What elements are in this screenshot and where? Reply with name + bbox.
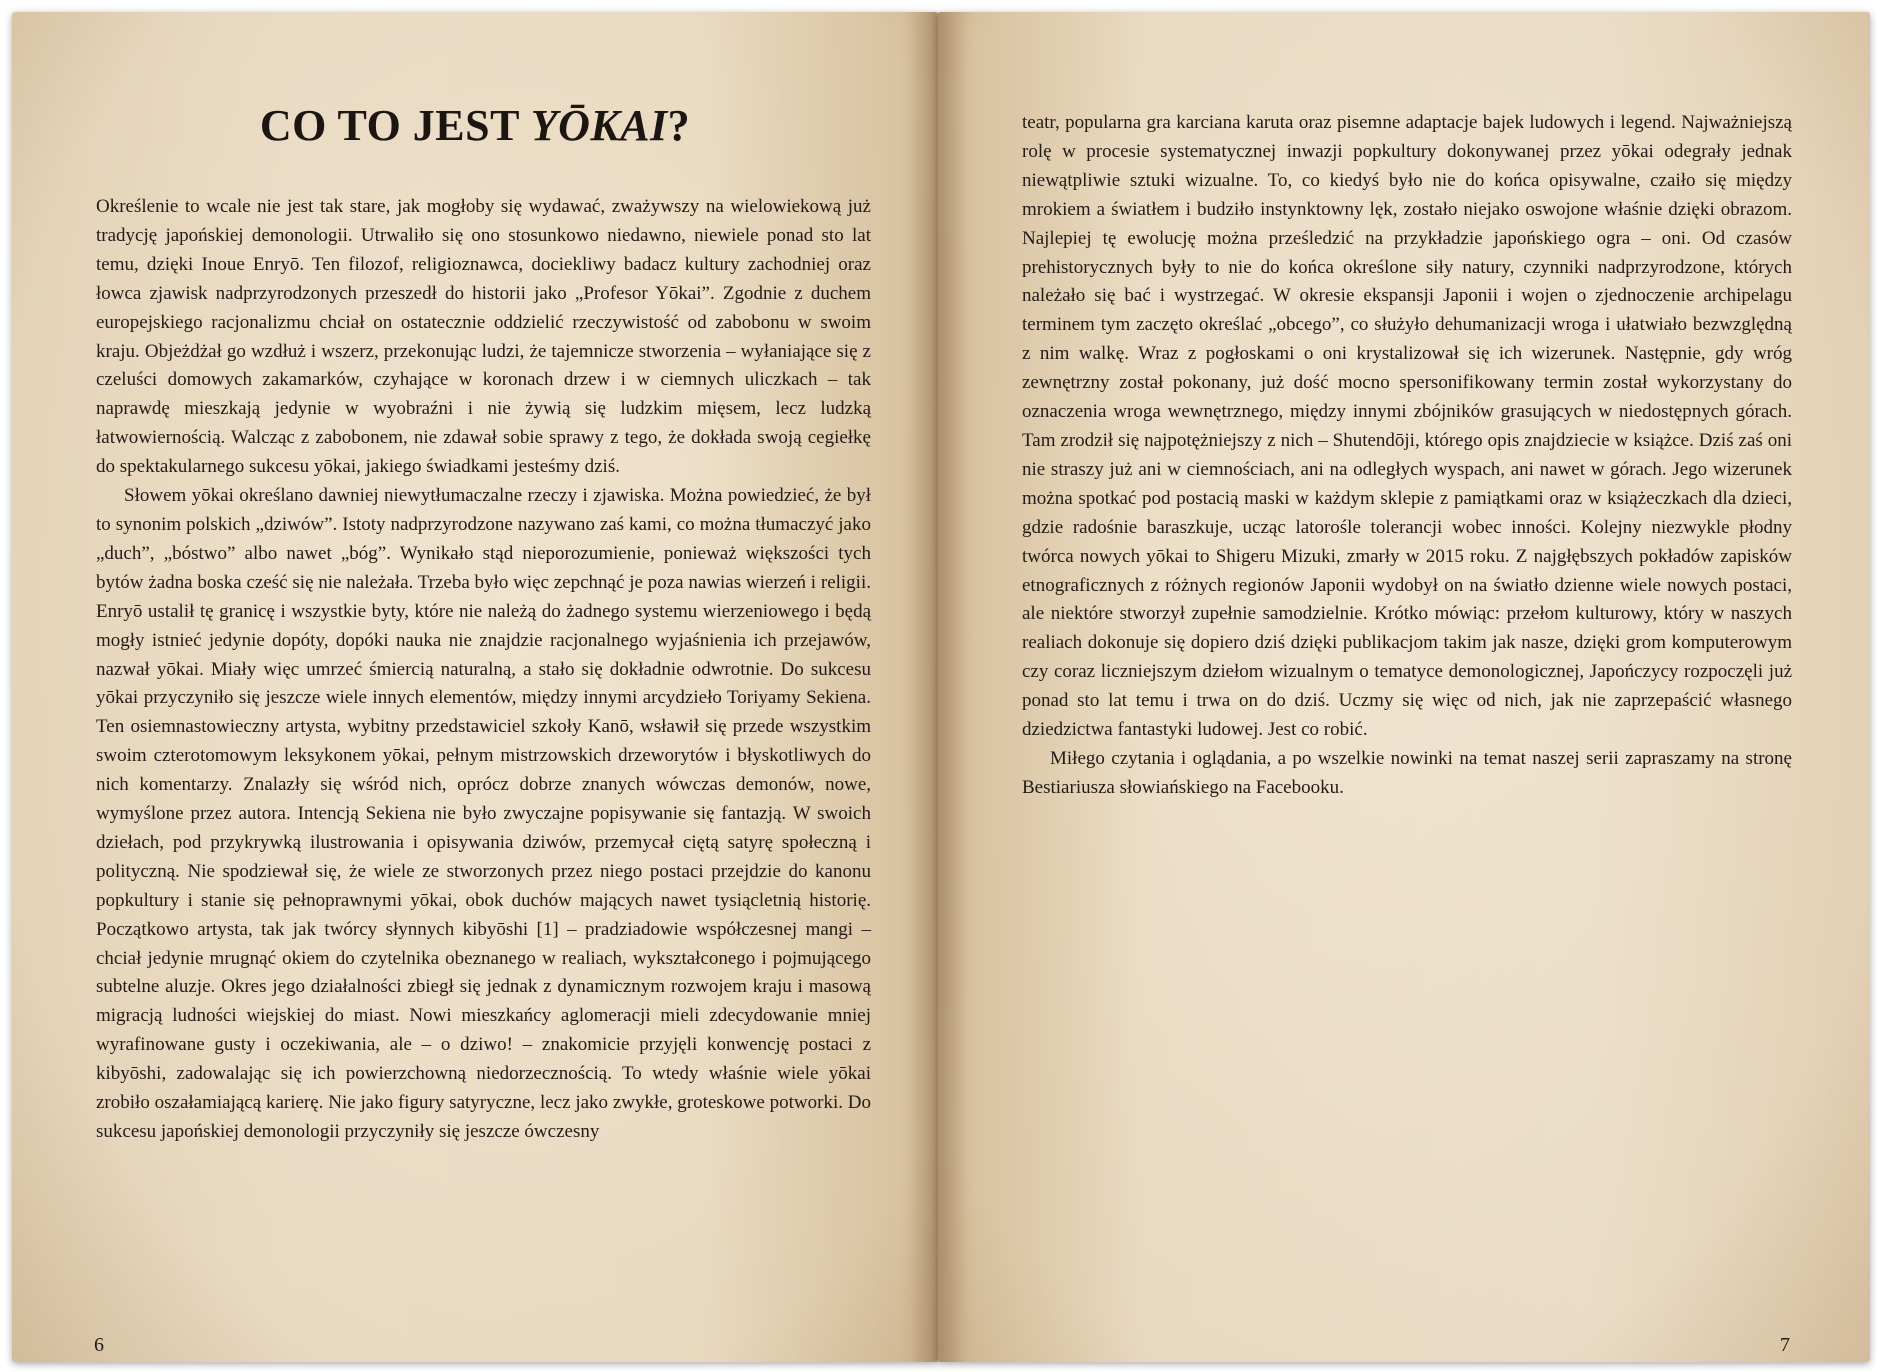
left-paragraph-2: Słowem yōkai określano dawniej niewytłumaczalne rzeczy i zjawiska. Można powiedzieć, że był to synonim polskich „dziwów”. Istoty nadprzyrodzone nazywano zaś kami, co można tłumaczyć jako „duch”, „bóstwo” albo nawet „bóg”. Wynikało stąd nieporozumienie, ponieważ większości tych bytów żadna boska cześć się nie należała. Trzeba było więc zepchnąć je poza nawias wierzeń i religii. Enryō ustalił tę granicę i wszystkie byty, które nie należą do żadnego systemu wierzeniowego i będą mogły istnieć jedynie dopóty, dopóki nauka nie znajdzie racjonalnego wyjaśnienia ich przejawów, nazwał yōkai. Miały więc umrzeć śmiercią naturalną, a stało się dokładnie odwrotnie. Do sukcesu yōkai przyczyniło się jeszcze wiele innych elementów, między innymi arcydzieło Toriyamy Sekiena. Ten osiemnastowieczny artysta, wybitny przedstawiciel szkoły Kanō, wsławił się przede wszystkim swoim czterotomowym leksykonem yōkai, pełnym mistrzowskich drzeworytów i błyskotliwych do nich komentarzy. Znalazły się wśród nich, oprócz dobrze znanych wówczas demonów, nowe, wymyślone przez autora. Intencją Sekiena nie było zwyczajne popisywanie się fantazją. W swoich dziełach, pod przykrywką ilustrowania i opisywania dziwów, przemycał ciętą satyrę społeczną i polityczną. Nie spodziewał się, że wiele ze stworzonych przez niego postaci przejdzie do kanonu popkultury i stanie się pełnoprawnymi yōkai, obok duchów mających nawet tysiącletnią historię. Początkowo artysta, tak jak twórcy słynnych kibyōshi [1] – pradziadowie współczesnej mangi – chciał jedynie mrugnąć okiem do czytelnika obeznanego w realiach, wykształconego i pojmującego subtelne aluzje. Okres jego działalności zbiegł się jednak z dynamicznym rozwojem kraju i masową migracją ludności wiejskiej do miast. Nowi mieszkańcy aglomeracji mieli zdecydowanie mniej wyrafinowane gusty i oczekiwania, ale – o dziwo! – znakomicie przyjęli konwencję postaci z kibyōshi, zadowalając się ich powierzchowną niedorzecznością. To wtedy właśnie wiele yōkai zrobiło oszałamiającą karierę. Nie jako figury satyryczne, lecz jako zwykłe, groteskowe potworki. Do sukcesu japońskiej demonologii przyczyniły się jeszcze ówczesny	[96, 485, 871, 1142]
right-page	[938, 12, 1870, 1362]
page-title	[12, 100, 938, 151]
left-body-text	[96, 193, 871, 1147]
title-suffix: ?	[667, 101, 691, 150]
right-body-text	[1022, 109, 1792, 803]
right-paragraph-2: Miłego czytania i oglądania, a po wszelkie nowinki na temat naszej serii zapraszamy na stronę Bestiariusza słowiańskiego na Facebooku.	[1022, 747, 1792, 798]
right-paragraph-1: teatr, popularna gra karciana karuta oraz pisemne adaptacje bajek ludowych i legend. Najważniejszą rolę w procesie systematycznej inwazji popkultury dokonywanej przez yōkai odegrały jednak niewątpliwie sztuki wizualne. To, co kiedyś było nie do końca opisywalne, czaiło się między mrokiem a światłem i budziło instynktowny lęk, zostało niejako oswojone właśnie dzięki obrazom. Najlepiej tę ewolucję można prześledzić na przykładzie japońskiego ogra – oni. Od czasów prehistorycznych były to nie do końca określone siły natury, czynniki nadprzyrodzone, których należało się bać i wystrzegać. W okresie ekspansji Japonii i wojen o zjednoczenie archipelagu terminem tym zaczęto określać „obcego”, co służyło dehumanizacji wroga i ułatwiało bezwzględną z nim walkę. Wraz z pogłoskami o oni krystalizował się ich wizerunek. Następnie, gdy wróg zewnętrzny został pokonany, już dość mocno spersonifikowany termin został wykorzystany do oznaczenia wroga wewnętrznego, między innymi zbójników grasujących w niedostępnych górach. Tam zrodził się najpotężniejszy z nich – Shutendōji, którego opis znajdziecie w książce. Dziś zaś oni nie straszy już ani w ciemnościach, ani na odległych wyspach, ani nawet w górach. Jego wizerunek można spotkać pod postacią maski w każdym sklepie z pamiątkami oraz w książeczkach dla dzieci, gdzie radośnie baraszkuje, ucząc latorośle tolerancji wobec inności. Kolejny niezwykle płodny twórca nowych yōkai to Shigeru Mizuki, zmarły w 2015 roku. Z najgłębszych pokładów zapisków etnograficznych z różnych regionów Japonii wydobył on na światło dzienne wiele nowych postaci, ale niektóre stworzył zupełnie samodzielnie. Krótko mówiąc: przełom kulturowy, który w naszych realiach dokonuje się dopiero dziś dzięki publikacjom takim jak nasze, dzięki grom komputerowym czy coraz liczniejszym dziełom wizualnym o tematyce demonologicznej, Japończycy rozpoczęli już ponad sto lat temu i trwa on do dziś. Uczmy się więc od nich, jak nie zaprzepaścić własnego dziedzictwa fantastyki ludowej. Jest co robić.	[1022, 112, 1792, 741]
left-page	[12, 12, 938, 1362]
left-paragraph-1: Określenie to wcale nie jest tak stare, jak mogłoby się wydawać, zważywszy na wielowiekową już tradycję japońskiej demonologii. Utrwaliło się ono stosunkowo niedawno, niewiele ponad sto lat temu, dzięki Inoue Enryō. Ten filozof, religioznawca, dociekliwy badacz kultury zachodniej oraz łowca zjawisk nadprzyrodzonych przeszedł do historii jako „Profesor Yōkai”. Zgodnie z duchem europejskiego racjonalizmu chciał on ostatecznie oddzielić rzeczywistość od zabobonu w swoim kraju. Objeżdżał go wzdłuż i wszerz, przekonując ludzi, że tajemnicze stworzenia – wyłaniające się z czeluści domowych zakamarków, czyhające w koronach drzew i w ciemnych uliczkach – tak naprawdę mieszkają jedynie w wyobraźni i nie żywią się ludzkim mięsem, lecz ludzką łatwowiernością. Walcząc z zabobonem, nie zdawał sobie sprawy z tego, że dokłada swoją cegiełkę do spektakularnego sukcesu yōkai, jakiego świadkami jesteśmy dziś.	[96, 196, 871, 478]
title-emphasis: YŌKAI	[530, 101, 668, 150]
page-number-right: 7	[1780, 1334, 1790, 1356]
page-number-left: 6	[94, 1334, 104, 1356]
title-prefix: CO TO JEST	[259, 101, 531, 150]
